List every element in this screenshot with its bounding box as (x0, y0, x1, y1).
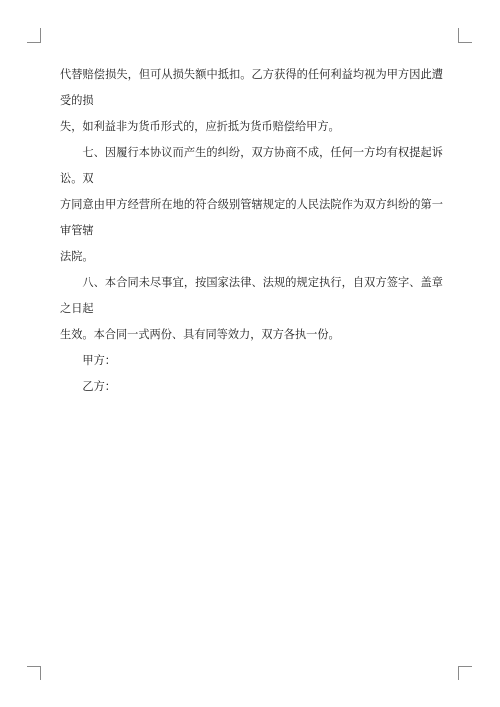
paragraph-clause-8 (60, 270, 443, 348)
document-body (60, 62, 443, 400)
text-line: 代替赔偿损失，但可从损失额中抵扣。乙方获得的任何利益均视为甲方因此遭受的损 (60, 68, 443, 107)
party-a-signature-label: 甲方： (82, 354, 116, 367)
paragraph-continuation (60, 62, 443, 140)
text-line: 方同意由甲方经营所在地的符合级别管辖规定的人民法院作为双方纠纷的第一审管辖 (60, 198, 443, 237)
paragraph-clause-7 (60, 140, 443, 270)
text-line: 生效。本合同一式两份、具有同等效力，双方各执一份。 (60, 328, 340, 341)
party-b-signature-label: 乙方： (82, 380, 116, 393)
text-line: 法院。 (60, 250, 94, 263)
text-line: 八、本合同未尽事宜，按国家法律、法规的规定执行，自双方签字、盖章之日起 (60, 276, 443, 315)
text-line: 七、因履行本协议而产生的纠纷，双方协商不成，任何一方均有权提起诉讼。双 (60, 146, 443, 185)
text-line: 失，如利益非为货币形式的，应折抵为货币赔偿给甲方。 (60, 120, 340, 133)
